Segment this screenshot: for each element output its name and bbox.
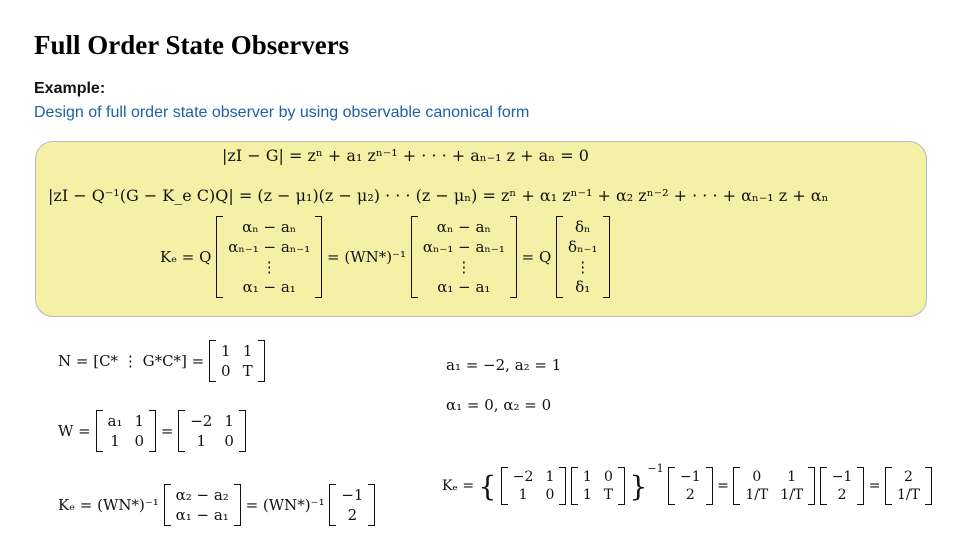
rhs-vector-2 (820, 467, 865, 505)
vector-cell: δₙ₋₁ (568, 238, 598, 256)
w-matrix-lhs: W = (58, 422, 91, 440)
vector-cell: 2 (685, 487, 695, 503)
vector-cell: αₙ₋₁ − aₙ₋₁ (228, 238, 311, 256)
n-matrix-equation (58, 340, 265, 382)
inverse-exponent: −1 (647, 462, 664, 475)
vector-cell: α₁ − a₁ (242, 278, 296, 296)
matrix-cell: 1 (518, 487, 528, 503)
ke-symbolic-vector (164, 484, 241, 526)
vector-cell: 2 (837, 487, 847, 503)
matrix-cell: −2 (190, 412, 213, 430)
vector-cell: ⋮ (575, 258, 591, 276)
matrix-cell: 0 (752, 469, 762, 485)
matrix-cell: 1 (582, 487, 592, 503)
matrix-cell: 1 (110, 432, 120, 450)
ke-formula-end: = Q (521, 248, 552, 266)
vector-cell: αₙ₋₁ − aₙ₋₁ (422, 238, 505, 256)
matrix-cell: 1 (242, 342, 253, 360)
alpha-minus-a-vector-2 (411, 216, 517, 298)
matrix-cell: T (242, 362, 253, 380)
matrix-cell: 1 (224, 412, 234, 430)
ke-result-vector (885, 467, 932, 505)
w-matrix-equation: W = a₁ 1 1 0 = −2 1 1 0 (58, 410, 246, 452)
rhs-vector-1 (668, 467, 713, 505)
vector-cell: ⋮ (456, 258, 472, 276)
ke-gain-equation (58, 484, 375, 526)
a-coefficients: a₁ = −2, a₂ = 1 (446, 356, 562, 374)
matrix-cell: 0 (545, 487, 555, 503)
vector-cell: α₁ − a₁ (437, 278, 491, 296)
vector-cell: −1 (341, 486, 364, 504)
vector-cell: αₙ − aₙ (242, 218, 297, 236)
vector-cell: ⋮ (261, 258, 277, 276)
alpha-minus-a-vector-1 (216, 216, 322, 298)
matrix-cell: 1 (545, 469, 555, 485)
ke-result-equation: Kₑ = { −2 1 1 0 1 0 1 T }$^{-1}$ −1 2 = 0 1 1/T 1/T −1 2 = 2 1/T (442, 462, 932, 505)
vector-cell: 2 (347, 506, 358, 524)
characteristic-equation: |zI − G| = zⁿ + a₁ zⁿ⁻¹ + · · · + aₙ₋₁ z + aₙ = 0 (222, 146, 589, 165)
matrix-cell: 1/T (745, 487, 769, 503)
matrix-cell: 1 (582, 469, 592, 485)
observer-characteristic-equation: |zI − Q⁻¹(G − K_e C)Q| = (z − μ₁)(z − μ₂) · · · (z − μₙ) = zⁿ + α₁ zⁿ⁻¹ + α₂ zⁿ⁻² + · · · + αₙ₋₁ z + αₙ (48, 186, 829, 205)
ke-result-lhs: Kₑ = (442, 478, 475, 494)
matrix-cell: 0 (134, 432, 145, 450)
vector-cell: −1 (680, 469, 701, 485)
vector-cell: 1/T (896, 487, 920, 503)
w-symbolic-matrix (96, 410, 157, 452)
matrix-cell: 1 (787, 469, 797, 485)
matrix-cell: 1 (134, 412, 145, 430)
vector-cell: δ₁ (575, 278, 591, 296)
matrix-cell: 1 (221, 342, 231, 360)
n-matrix-lhs: N = [C* ⋮ G*C*] = (58, 352, 205, 370)
inverse-result-matrix (733, 467, 815, 505)
w-numeric-matrix-rhs (501, 467, 567, 505)
ke-formula (160, 216, 610, 298)
vector-cell: 2 (904, 469, 913, 485)
matrix-cell: T (603, 487, 614, 503)
slide-subtitle: Design of full order state observer by using observable canonical form (34, 104, 530, 121)
ke-formula-lhs: Kₑ = Q (160, 248, 212, 266)
ke-gain-mid: = (WN*)⁻¹ (245, 496, 325, 514)
w-numeric-matrix (178, 410, 246, 452)
matrix-cell: 1/T (780, 487, 804, 503)
matrix-cell: −2 (512, 469, 534, 485)
vector-cell: α₂ − a₂ (175, 486, 229, 504)
vector-cell: δₙ (575, 218, 591, 236)
matrix-cell: a₁ (107, 412, 123, 430)
example-label: Example: (34, 80, 106, 97)
n-matrix (209, 340, 265, 382)
ke-formula-mid: = (WN*)⁻¹ (327, 248, 407, 266)
vector-cell: αₙ − aₙ (436, 218, 491, 236)
ke-gain-lhs: Kₑ = (WN*)⁻¹ (58, 496, 159, 514)
matrix-cell: 0 (224, 432, 234, 450)
alpha-coefficients: α₁ = 0, α₂ = 0 (446, 396, 552, 414)
vector-cell: −1 (831, 469, 853, 485)
vector-cell: α₁ − a₁ (175, 506, 229, 524)
delta-vector (556, 216, 609, 298)
slide-title: Full Order State Observers (34, 30, 350, 60)
matrix-cell: 0 (603, 469, 613, 485)
matrix-cell: 0 (221, 362, 231, 380)
matrix-cell: 1 (196, 432, 207, 450)
ke-numeric-vector (329, 484, 375, 526)
n-star-matrix (571, 467, 625, 505)
